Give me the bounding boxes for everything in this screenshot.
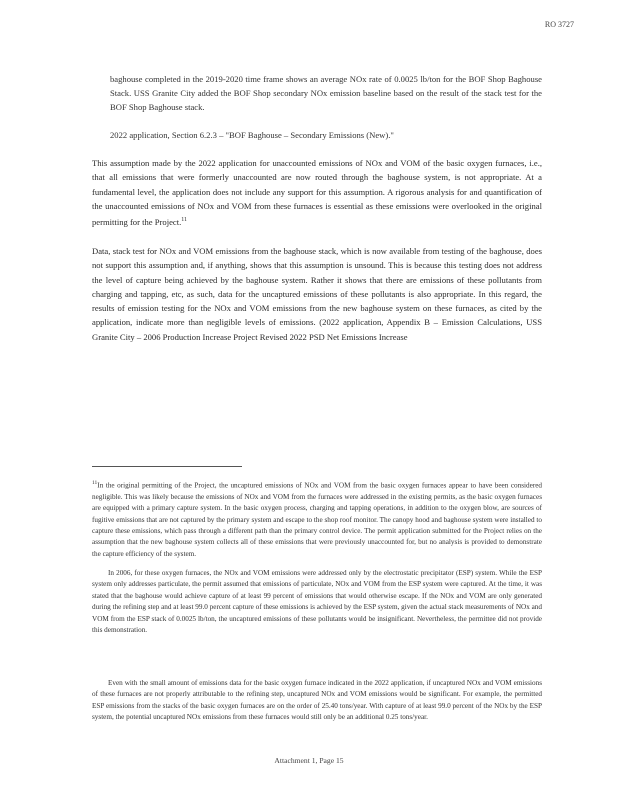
footnote-reference: 11 — [181, 217, 188, 224]
body-paragraph-1-text: This assumption made by the 2022 application for unaccounted emissions of NOx and VOM of the basic oxygen furnaces, i.e., that all emissions that were formerly unaccounted are now routed through the baghouse system, is not appropriate. At a fundamental level, the application does not include any support for this assumption. A rigorous analysis for and quantification of the unaccounted emissions of NOx and VOM from these furnaces is essential as these emissions were overlooked in the original permitting for the Project. — [92, 158, 542, 228]
footnote-11 — [92, 478, 542, 560]
footnote-paragraph-2: In 2006, for these oxygen furnaces, the NOx and VOM emissions were addressed only by the electrostatic precipitator (ESP) system. While the ESP system only addresses particulate, the permit assumed that emissions of particulate, NOx and VOM from the ESP system were captured. At the time, it was stated that the baghouse would achieve capture of at least 99 percent of emissions that would otherwise escape. If the NOx and VOM are only generated during the refining step and at least 99.0 percent capture of these emissions is achieved by the ESP system, given the actual stack measurements of NOx and VOM from the ESP stack of 0.0025 lb/ton, the uncaptured emissions of these pollutants would be insignificant. Nevertheless, the permittee did not provide this demonstration. — [92, 569, 542, 635]
page-footer: Attachment 1, Page 15 — [274, 756, 344, 765]
body-paragraph-2: Data, stack test for NOx and VOM emissions from the baghouse stack, which is now available from testing of the baghouse, does not support this assumption and, if anything, shows that this assumption is unsound. This is because this testing does not address the level of capture being achieved by the baghouse system. Rather it shows that there are emissions of these pollutants from charging and tapping, etc, as such, data for the uncaptured emissions of these pollutants is also appropriate. In this regard, the results of emission testing for the NOx and VOM emissions from the new baghouse system on these furnaces, as cited by the application, indicate more than negligible levels of emissions. (2022 application, Appendix B – Emission Calculations, USS Granite City – 2006 Production Increase Project Revised 2022 PSD Net Emissions Increase — [92, 246, 542, 342]
footnote-marker: 11 — [92, 480, 98, 486]
footnote-paragraph-3: Even with the small amount of emissions data for the basic oxygen furnace indicated in the 2022 application, if uncaptured NOx and VOM emissions of these furnaces are not properly attributable to the refining step, uncaptured NOx and VOM emissions would be significant. For example, the permitted ESP emissions from the stacks of the basic oxygen furnaces are on the order of 25.40 tons/year. With capture of at least 99.0 percent of the NOx by the ESP system, the potential uncaptured NOx emissions from these furnaces would still only be an additional 0.25 tons/year. — [92, 679, 542, 722]
footnote-11-text: In the original permitting of the Project, the uncaptured emissions of NOx and VOM from the basic oxygen furnaces appear to have been considered negligible. This was likely because the emissions of NOx and VOM from the furnaces were addressed in the existing permits, as the basic oxygen furnaces are equipped with a primary capture system. In the basic oxygen process, charging and tapping operations, in addition to the oxygen blow, are sources of fugitive emissions that are not captured by the primary system and escape to the shop roof monitor. The canopy hood and baghouse system were installed to capture these emissions, which pass through a different path than the primary control device. The permit application submitted for the Project relies on the assumption that the new baghouse system collects all of these emissions that were previously unaccounted for, but no analysis is provided to demonstrate the capture efficiency of the system. — [92, 481, 542, 558]
quoted-passage: baghouse completed in the 2019-2020 time frame shows an average NOx rate of 0.0025 lb/ton for the BOF Shop Baghouse Stack. USS Granite City added the BOF Shop secondary NOx emission baseline based on the result of the stack test for the BOF Shop Baghouse stack. — [110, 74, 542, 112]
document-id: RO 3727 — [544, 20, 574, 29]
body-paragraph-1 — [92, 156, 542, 229]
footnote-separator — [92, 466, 242, 467]
quote-citation: 2022 application, Section 6.2.3 – "BOF Baghouse – Secondary Emissions (New)." — [110, 130, 394, 140]
